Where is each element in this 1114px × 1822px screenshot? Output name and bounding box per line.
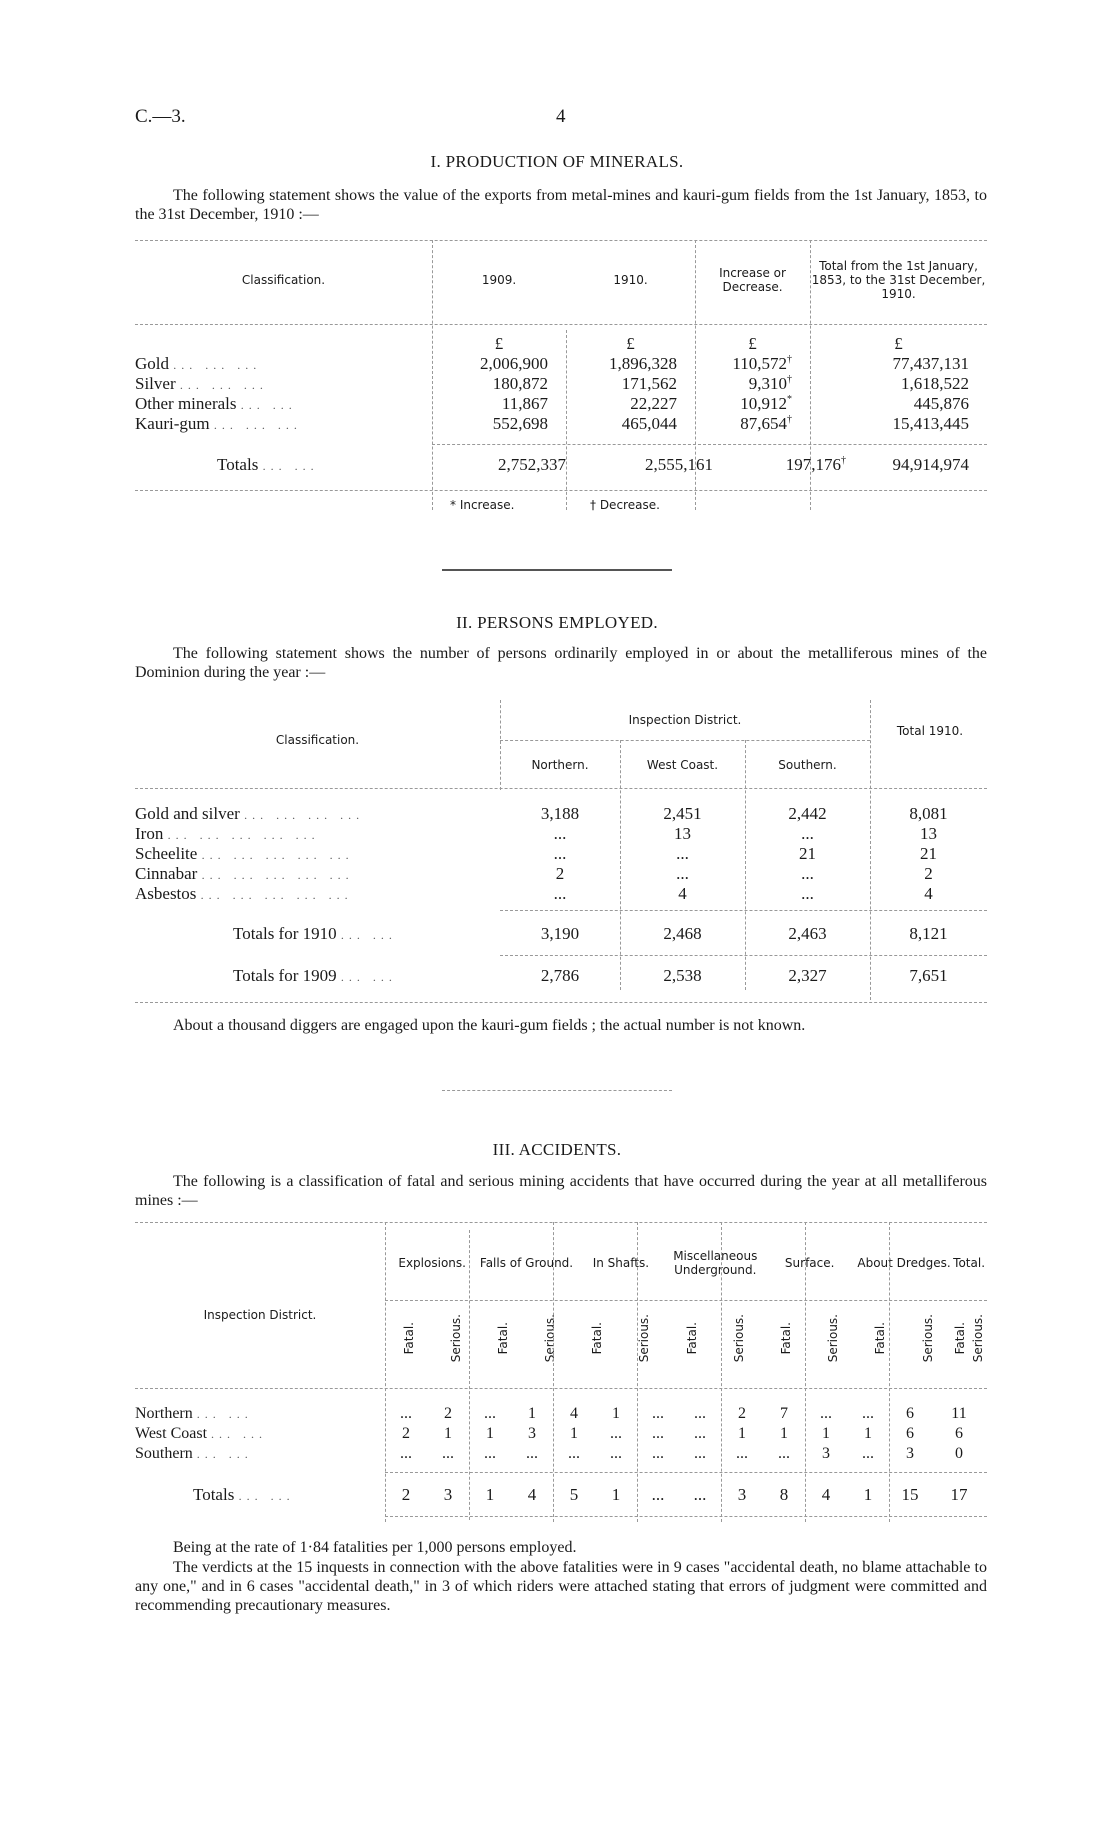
document-reference: C.—3. bbox=[135, 106, 186, 127]
row-label: Northern bbox=[135, 1405, 193, 1422]
cell: ... bbox=[862, 1405, 874, 1422]
change-mark: † bbox=[787, 414, 792, 425]
cell: ... bbox=[652, 1405, 664, 1422]
cell-change: 87,654 bbox=[740, 414, 787, 433]
currency-symbol: £ bbox=[626, 334, 635, 353]
cell: 1 bbox=[780, 1425, 788, 1442]
row-label: Asbestos bbox=[135, 884, 197, 903]
verdicts-note bbox=[135, 1558, 987, 1615]
row-label: West Coast bbox=[135, 1425, 208, 1442]
cell: 1 bbox=[485, 1485, 495, 1504]
cell-1910: 171,562 bbox=[621, 374, 677, 393]
note-text: About a thousand diggers are engaged upon the kauri-gum fields ; the actual number is not known. bbox=[173, 1017, 806, 1034]
cell: ... bbox=[651, 1485, 665, 1504]
section-intro-accidents bbox=[135, 1172, 987, 1210]
totals-label: Totals for 1909 bbox=[233, 966, 337, 985]
cell: 2 bbox=[402, 1425, 410, 1442]
cell-total: 21 bbox=[920, 844, 937, 863]
sub-fatal: Fatal. bbox=[401, 1322, 416, 1355]
table-row: Gold and silver ... ... ... ... 3,188 2,451 2,442 8,081 bbox=[135, 804, 987, 824]
cell: ... bbox=[568, 1445, 580, 1462]
cell-southern: ... bbox=[801, 824, 814, 843]
totals-row: Totals ... ... 2 3 1 4 5 1 ... ... 3 8 4 1 15 17 bbox=[135, 1482, 987, 1508]
section-intro-production bbox=[135, 186, 987, 224]
totals-row-1909: Totals for 1909 ... ... 2,786 2,538 2,327 7,651 bbox=[135, 962, 987, 990]
row-label: Gold and silver bbox=[135, 804, 240, 823]
cell-1909: 2,006,900 bbox=[480, 354, 548, 373]
currency-symbol: £ bbox=[748, 334, 757, 353]
change-mark: * bbox=[787, 394, 792, 405]
accidents-totals bbox=[135, 1482, 987, 1508]
cell: 1 bbox=[738, 1425, 746, 1442]
cell: 3 bbox=[528, 1425, 536, 1442]
col-inspection-district: Inspection District. bbox=[628, 713, 742, 727]
col-total-1910: Total 1910. bbox=[896, 724, 964, 738]
cell: 0 bbox=[955, 1445, 963, 1462]
cell-northern: 3,188 bbox=[540, 804, 580, 823]
cell: ... bbox=[862, 1445, 874, 1462]
footnote-increase: * Increase. bbox=[450, 498, 515, 512]
col-misc-underground: Miscellaneous Underground. bbox=[673, 1249, 758, 1277]
cell: ... bbox=[694, 1405, 706, 1422]
cell-northern: ... bbox=[553, 844, 567, 863]
cell-southern: 2,327 bbox=[788, 966, 827, 985]
accidents-body bbox=[135, 1404, 987, 1464]
cell: 15 bbox=[901, 1485, 919, 1504]
col-explosions: Explosions. bbox=[398, 1256, 466, 1270]
sub-serious: Serious. bbox=[448, 1314, 463, 1363]
cell-west-coast: 4 bbox=[678, 884, 687, 903]
cell: ... bbox=[820, 1405, 832, 1422]
intro-text: The following statement shows the value of the exports from metal-mines and kauri-gum fields from the 1st January, 1853, to the 31st December, 1910 :— bbox=[135, 187, 987, 223]
col-surface: Surface. bbox=[784, 1256, 835, 1270]
totals-row: Totals ... ... 2,752,337 2,555,161 197,176† 94,914,974 bbox=[135, 452, 987, 478]
cell: ... bbox=[400, 1405, 412, 1422]
cell-total: 7,651 bbox=[909, 966, 948, 985]
cell-west-coast: 13 bbox=[674, 824, 691, 843]
cell-total: 445,876 bbox=[913, 394, 969, 413]
table-row: Southern ... ... ... ... ... ... ... ... ... ... ... ... 3 ... 3 0 bbox=[135, 1444, 987, 1464]
row-label: Gold bbox=[135, 354, 169, 373]
production-totals bbox=[135, 452, 987, 478]
table-row: Scheelite ... ... ... ... ... ... ... 21 21 bbox=[135, 844, 987, 864]
col-total: Total. bbox=[953, 1256, 986, 1270]
col-west-coast: West Coast. bbox=[646, 758, 719, 772]
cell-southern: ... bbox=[801, 864, 814, 883]
cell-southern: ... bbox=[801, 884, 814, 903]
cell-total: 13 bbox=[920, 824, 937, 843]
cell: 1 bbox=[822, 1425, 830, 1442]
persons-table bbox=[135, 804, 987, 904]
cell: 4 bbox=[570, 1405, 578, 1422]
cell-total: 15,413,445 bbox=[892, 414, 969, 433]
currency-symbol: £ bbox=[894, 334, 903, 353]
sub-fatal: Fatal. bbox=[684, 1322, 699, 1355]
cell-total: 8,081 bbox=[909, 804, 948, 823]
production-table bbox=[135, 334, 987, 434]
table-row: Other minerals ... ... 11,867 22,227 10,912* 445,876 bbox=[135, 394, 987, 414]
cell: 7 bbox=[780, 1405, 788, 1422]
cell-west-coast: 2,451 bbox=[663, 804, 702, 823]
cell: ... bbox=[694, 1445, 706, 1462]
cell: ... bbox=[442, 1445, 454, 1462]
row-label: Silver bbox=[135, 374, 176, 393]
cell: 8 bbox=[779, 1485, 789, 1504]
sub-fatal: Fatal. bbox=[953, 1322, 968, 1355]
cell: ... bbox=[778, 1445, 790, 1462]
change-mark: † bbox=[841, 455, 846, 466]
cell: 1 bbox=[528, 1405, 536, 1422]
cell-northern: ... bbox=[553, 824, 567, 843]
cell-west-coast: 2,538 bbox=[663, 966, 702, 985]
cell-1910: 22,227 bbox=[630, 394, 677, 413]
cell: 6 bbox=[955, 1425, 963, 1442]
cell-total: 2 bbox=[924, 864, 933, 883]
row-label: Other minerals bbox=[135, 394, 237, 413]
row-label: Southern bbox=[135, 1445, 193, 1462]
cell: ... bbox=[400, 1445, 412, 1462]
cell: ... bbox=[693, 1485, 707, 1504]
cell: 17 bbox=[950, 1485, 968, 1504]
cell-change: 110,572 bbox=[732, 354, 787, 373]
totals-label: Totals for 1910 bbox=[233, 924, 337, 943]
cell-northern: 3,190 bbox=[540, 924, 580, 943]
verdict-text: The verdicts at the 15 inquests in connection with the above fatalities were in 9 cases "accidental death, no blame attachable to any one," and in 6 cases "accidental death," in 3 of which riders were attached stating that errors of judgment were committed and recommending precautionary measures. bbox=[135, 1559, 987, 1614]
table-row: Iron ... ... ... ... ... ... 13 ... 13 bbox=[135, 824, 987, 844]
cell: ... bbox=[610, 1425, 622, 1442]
cell: 4 bbox=[527, 1485, 537, 1504]
currency-symbol: £ bbox=[494, 334, 504, 353]
totals-row-1910: Totals for 1910 ... ... 3,190 2,468 2,463 8,121 bbox=[135, 920, 987, 948]
totals-label: Totals bbox=[193, 1485, 235, 1504]
cell-southern: 21 bbox=[799, 844, 816, 863]
col-1909: 1909. bbox=[481, 273, 517, 287]
cell: 1 bbox=[864, 1425, 872, 1442]
sub-serious: Serious. bbox=[637, 1314, 652, 1363]
total-since-1853: 94,914,974 bbox=[892, 455, 969, 474]
cell: 4 bbox=[821, 1485, 831, 1504]
cell-change: 9,310 bbox=[748, 374, 787, 393]
cell: 1 bbox=[863, 1485, 873, 1504]
production-header-table bbox=[135, 250, 987, 310]
table-row: Northern ... ... ... 2 ... 1 4 1 ... ... 2 7 ... ... 6 11 bbox=[135, 1404, 987, 1424]
cell-change: 10,912 bbox=[740, 394, 787, 413]
col-1910: 1910. bbox=[613, 273, 648, 287]
cell: ... bbox=[694, 1425, 706, 1442]
cell: 1 bbox=[444, 1425, 452, 1442]
cell: 3 bbox=[737, 1485, 747, 1504]
page-number: 4 bbox=[556, 106, 566, 127]
cell: 1 bbox=[612, 1405, 620, 1422]
col-in-shafts: In Shafts. bbox=[592, 1256, 650, 1270]
cell-west-coast: ... bbox=[676, 864, 689, 883]
total-1909: 2,752,337 bbox=[498, 455, 566, 474]
cell-total: 1,618,522 bbox=[901, 374, 969, 393]
col-inspection-district: Inspection District. bbox=[203, 1308, 317, 1322]
cell: ... bbox=[484, 1405, 496, 1422]
fatality-rate-note bbox=[135, 1538, 987, 1557]
rate-text: Being at the rate of 1·84 fatalities per 1,000 persons employed. bbox=[173, 1539, 577, 1556]
col-northern: Northern. bbox=[531, 758, 589, 772]
intro-text: The following statement shows the number of persons ordinarily employed in or about the metalliferous mines of the Dominion during the year :— bbox=[135, 645, 987, 681]
total-1910: 2,555,161 bbox=[645, 455, 713, 474]
cell: 3 bbox=[822, 1445, 830, 1462]
sub-fatal: Fatal. bbox=[779, 1322, 794, 1355]
section-title-persons: II. PERSONS EMPLOYED. bbox=[456, 613, 658, 632]
cell: 3 bbox=[443, 1485, 453, 1504]
accidents-table bbox=[135, 1230, 987, 1386]
col-classification: Classification. bbox=[241, 273, 326, 287]
sub-serious: Serious. bbox=[920, 1314, 935, 1363]
sub-serious: Serious. bbox=[543, 1314, 558, 1363]
cell: 2 bbox=[401, 1485, 411, 1504]
cell: 6 bbox=[906, 1405, 914, 1422]
change-mark: † bbox=[787, 374, 792, 385]
col-total-since-1853: Total from the 1st January, 1853, to the 31st December, 1910. bbox=[811, 259, 986, 301]
cell: 2 bbox=[738, 1405, 746, 1422]
cell-1910: 465,044 bbox=[621, 414, 677, 433]
cell-southern: 2,463 bbox=[788, 924, 827, 943]
col-falls-of-ground: Falls of Ground. bbox=[479, 1256, 574, 1270]
cell: ... bbox=[652, 1425, 664, 1442]
cell: ... bbox=[526, 1445, 538, 1462]
sub-serious: Serious. bbox=[826, 1314, 841, 1363]
section-title-production: I. PRODUCTION OF MINERALS. bbox=[430, 152, 684, 171]
table-row: Kauri-gum ... ... ... 552,698 465,044 87,654† 15,413,445 bbox=[135, 414, 987, 434]
cell-1910: 1,896,328 bbox=[609, 354, 677, 373]
table-row: West Coast ... ... 2 1 1 3 1 ... ... ... 1 1 1 1 6 6 bbox=[135, 1424, 987, 1444]
totals-label: Totals bbox=[217, 455, 259, 474]
cell-northern: ... bbox=[553, 884, 567, 903]
sub-serious: Serious. bbox=[971, 1314, 986, 1363]
col-change: Increase or Decrease. bbox=[719, 266, 786, 294]
cell-northern: 2,786 bbox=[540, 966, 580, 985]
section-title-accidents: III. ACCIDENTS. bbox=[492, 1140, 622, 1159]
cell: 11 bbox=[951, 1405, 967, 1422]
col-southern: Southern. bbox=[778, 758, 837, 772]
cell: 1 bbox=[486, 1425, 494, 1442]
cell-west-coast: 2,468 bbox=[663, 924, 702, 943]
cell: 1 bbox=[570, 1425, 578, 1442]
cell-northern: 2 bbox=[555, 864, 565, 883]
cell-total: 77,437,131 bbox=[892, 354, 969, 373]
change-mark: † bbox=[787, 354, 792, 365]
col-classification: Classification. bbox=[275, 733, 360, 747]
cell: 6 bbox=[906, 1425, 914, 1442]
cell: ... bbox=[652, 1445, 664, 1462]
cell-1909: 552,698 bbox=[492, 414, 548, 433]
cell-west-coast: ... bbox=[676, 844, 689, 863]
table-row: Silver ... ... ... 180,872 171,562 9,310† 1,618,522 bbox=[135, 374, 987, 394]
cell: 5 bbox=[569, 1485, 579, 1504]
col-about-dredges: About Dredges. bbox=[857, 1256, 951, 1270]
cell: 2 bbox=[444, 1405, 452, 1422]
cell: ... bbox=[484, 1445, 496, 1462]
intro-text: The following is a classification of fatal and serious mining accidents that have occurred during the year at all metalliferous mines :— bbox=[135, 1173, 987, 1209]
table-row: Cinnabar ... ... ... ... ... 2 ... ... 2 bbox=[135, 864, 987, 884]
sub-fatal: Fatal. bbox=[873, 1322, 888, 1355]
table-row: Gold ... ... ... 2,006,900 1,896,328 110,572† 77,437,131 bbox=[135, 354, 987, 374]
kauri-gum-note bbox=[135, 1016, 987, 1035]
cell-1909: 180,872 bbox=[492, 374, 548, 393]
row-label: Cinnabar bbox=[135, 864, 198, 883]
sub-fatal: Fatal. bbox=[590, 1322, 605, 1355]
cell: 1 bbox=[611, 1485, 621, 1504]
row-label: Scheelite bbox=[135, 844, 198, 863]
section-intro-persons bbox=[135, 644, 987, 682]
cell-total: 4 bbox=[924, 884, 933, 903]
row-label: Kauri-gum bbox=[135, 414, 210, 433]
sub-serious: Serious. bbox=[731, 1314, 746, 1363]
total-change: 197,176 bbox=[785, 455, 841, 474]
cell: ... bbox=[736, 1445, 748, 1462]
table-row: Asbestos ... ... ... ... ... ... 4 ... 4 bbox=[135, 884, 987, 904]
cell: 3 bbox=[906, 1445, 914, 1462]
sub-fatal: Fatal. bbox=[495, 1322, 510, 1355]
cell-1909: 11,867 bbox=[501, 394, 548, 413]
footnote-decrease: † Decrease. bbox=[590, 498, 660, 512]
row-label: Iron bbox=[135, 824, 164, 843]
cell: ... bbox=[610, 1445, 622, 1462]
cell-southern: 2,442 bbox=[788, 804, 827, 823]
cell-total: 8,121 bbox=[909, 924, 948, 943]
